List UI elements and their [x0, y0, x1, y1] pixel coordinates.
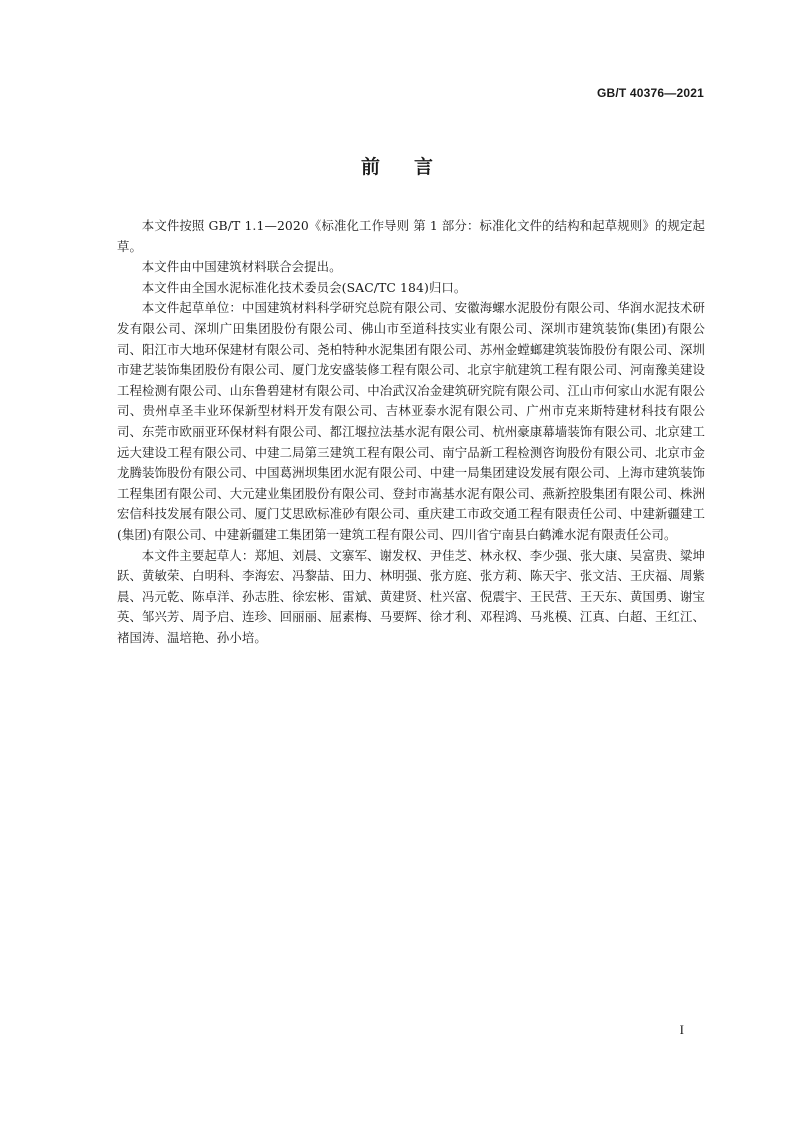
paragraph-centralized-unit: 本文件由全国水泥标准化技术委员会(SAC/TC 184)归口。 [141, 279, 467, 295]
standard-number: GB/T 40376—2021 [596, 86, 704, 100]
page-title: 前言 [360, 156, 467, 178]
paragraph-proposer: 本文件由中国建筑材料联合会提出。 [141, 259, 342, 275]
paragraph-drafting-rules: 本文件按照 GB/T 1.1—2020《标准化工作导则 第 1 部分：标准化文件的结构和起草规则》的规定起草。 [117, 218, 705, 254]
page-number: I [679, 1022, 684, 1037]
foreword-body [117, 216, 705, 648]
paragraph-main-drafters: 本文件主要起草人：郑旭、刘晨、文寨军、谢发权、尹佳芝、林永权、李少强、张大康、吴富贵、粱坤跃、黄敏荣、白明科、李海宏、冯黎喆、田力、林明强、张方庭、张方莉、陈天宇、张文洁、王庆福、周紫晨、冯元乾、陈卓洋、孙志胜、徐宏彬、雷斌、黄建贤、杜兴富、倪震宇、王民营、王天东、黄国勇、谢宝英、邹兴芳、周予启、连珍、回丽丽、屈素梅、马要辉、徐才利、邓程鸿、马兆模、江真、白超、王红江、褚国涛、温培艳、孙小培。 [117, 547, 705, 645]
paragraph-drafting-organizations: 本文件起草单位：中国建筑材料科学研究总院有限公司、安徽海螺水泥股份有限公司、华润水泥技术研发有限公司、深圳广田集团股份有限公司、佛山市至道科技实业有限公司、深圳市建筑装饰(集团)有限公司、阳江市大地环保建材有限公司、尧柏特种水泥集团有限公司、苏州金螳螂建筑装饰股份有限公司、深圳市建艺装饰集团股份有限公司、厦门龙安盛装修工程有限公司、北京宇航建筑工程有限公司、河南豫美建设工程检测有限公司、山东鲁碧建材有限公司、中冶武汉冶金建筑研究院有限公司、江山市何家山水泥有限公司、贵州卓圣丰业环保新型材料开发有限公司、吉林亚泰水泥有限公司、广州市克来斯特建材科技有限公司、东莞市欧丽亚环保材料有限公司、都江堰拉法基水泥有限公司、杭州豪康幕墙装饰有限公司、北京建工远大建设工程有限公司、中建二局第三建筑工程有限公司、南宁品新工程检测咨询股份有限公司、北京市金龙腾装饰股份有限公司、中国葛洲坝集团水泥有限公司、中建一局集团建设发展有限公司、上海市建筑装饰工程集团有限公司、大元建业集团股份有限公司、登封市嵩基水泥有限公司、燕新控股集团有限公司、株洲宏信科技发展有限公司、厦门艾思欧标准砂有限公司、重庆建工市政交通工程有限责任公司、中建新疆建工(集团)有限公司、中建新疆建工集团第一建筑工程有限公司、四川省宁南县白鹤滩水泥有限责任公司。 [117, 300, 705, 542]
